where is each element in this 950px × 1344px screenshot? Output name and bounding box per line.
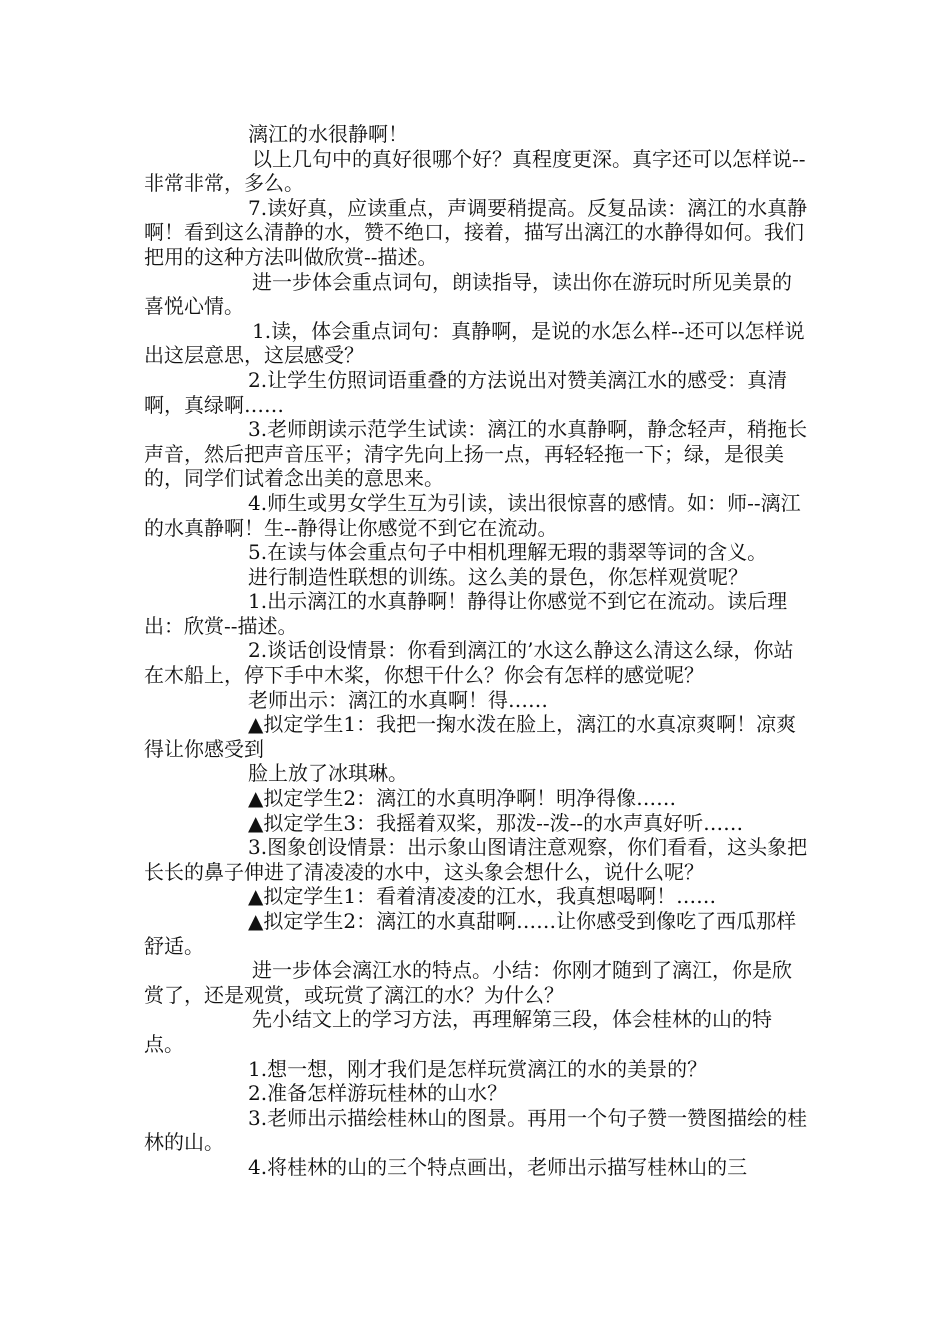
paragraph-13: 老师出示：漓江的水真啊！得…… xyxy=(248,687,548,712)
paragraph-25: 3.老师出示描绘桂林山的图景。再用一个句子赞一赞图描绘的桂林的山。 xyxy=(144,1105,808,1155)
paragraph-18: 3.图象创设情景：出示象山图请注意观察，你们看看，这头象把长长的鼻子伸进了清凌凌的水中，这头象会想什么，说什么呢？ xyxy=(144,835,808,884)
paragraph-10: 进行制造性联想的训练。这么美的景色，你怎样观赏呢？ xyxy=(248,564,748,589)
paragraph-4: 进一步体会重点词句，朗读指导，读出你在游玩时所见美景的喜悦心情。 xyxy=(144,269,792,319)
paragraph-3: 7.读好真，应读重点，声调要稍提高。反复品读：漓江的水真静啊！看到这么清静的水，赞不绝口，接着，描写出漓江的水静得如何。我们把用的这种方法叫做欣赏--描述。 xyxy=(144,195,808,269)
paragraph-16: ▲拟定学生2：漓江的水真明净啊！明净得像…… xyxy=(248,786,677,811)
paragraph-17: ▲拟定学生3：我摇着双桨，那泼--泼--的水声真好听…… xyxy=(248,810,744,835)
paragraph-2: 以上几句中的真好很哪个好？真程度更深。真字还可以怎样说--非常非常，多么。 xyxy=(144,146,806,196)
paragraph-26: 4.将桂林的山的三个特点画出，老师出示描写桂林山的三 xyxy=(248,1154,748,1179)
paragraph-1: 漓江的水很静啊！ xyxy=(248,122,408,146)
document-body xyxy=(144,122,810,1180)
paragraph-19: ▲拟定学生1：看着清凌凌的江水，我真想喝啊！…… xyxy=(248,884,717,909)
paragraph-12: 2.谈话创设情景：你看到漓江的’水这么静这么清这么绿，你站在木船上，停下手中木桨，你想干什么？你会有怎样的感觉呢？ xyxy=(144,638,794,688)
paragraph-11: 1.出示漓江的水真静啊！静得让你感觉不到它在流动。读后理出：欣赏--描述。 xyxy=(144,589,788,638)
paragraph-14: ▲拟定学生1：我把一掬水泼在脸上，漓江的水真凉爽啊！凉爽得让你感受到 xyxy=(144,712,797,761)
paragraph-20: ▲拟定学生2：漓江的水真甜啊……让你感受到像吃了西瓜那样舒适。 xyxy=(144,909,797,958)
paragraph-24: 2.准备怎样游玩桂林的山水？ xyxy=(248,1081,508,1106)
paragraph-6: 2.让学生仿照词语重叠的方法说出对赞美漓江水的感受：真清啊，真绿啊…… xyxy=(144,367,788,417)
paragraph-5: 1.读，体会重点词句：真静啊，是说的水怎么样--还可以怎样说出这层意思，这层感受？ xyxy=(144,318,805,368)
paragraph-9: 5.在读与体会重点句子中相机理解无瑕的翡翠等词的含义。 xyxy=(248,540,768,565)
paragraph-15: 脸上放了冰琪琳。 xyxy=(248,761,408,786)
paragraph-23: 1.想一想，刚才我们是怎样玩赏漓江的水的美景的？ xyxy=(248,1056,708,1081)
paragraph-22: 先小结文上的学习方法，再理解第三段，体会桂林的山的特点。 xyxy=(144,1007,772,1056)
paragraph-8: 4.师生或男女学生互为引读，读出很惊喜的感情。如：师--漓江的水真静啊！生--静得让你感觉不到它在流动。 xyxy=(144,490,801,540)
paragraph-21: 进一步体会漓江水的特点。小结：你刚才随到了漓江，你是欣赏了，还是观赏，或玩赏了漓江的水？为什么？ xyxy=(144,958,792,1007)
paragraph-7: 3.老师朗读示范学生试读：漓江的水真静啊，静念轻声，稍拖长声音，然后把声音压平；清字先向上扬一点，再轻轻拖一下；绿，是很美的，同学们试着念出美的意思来。 xyxy=(144,417,808,491)
